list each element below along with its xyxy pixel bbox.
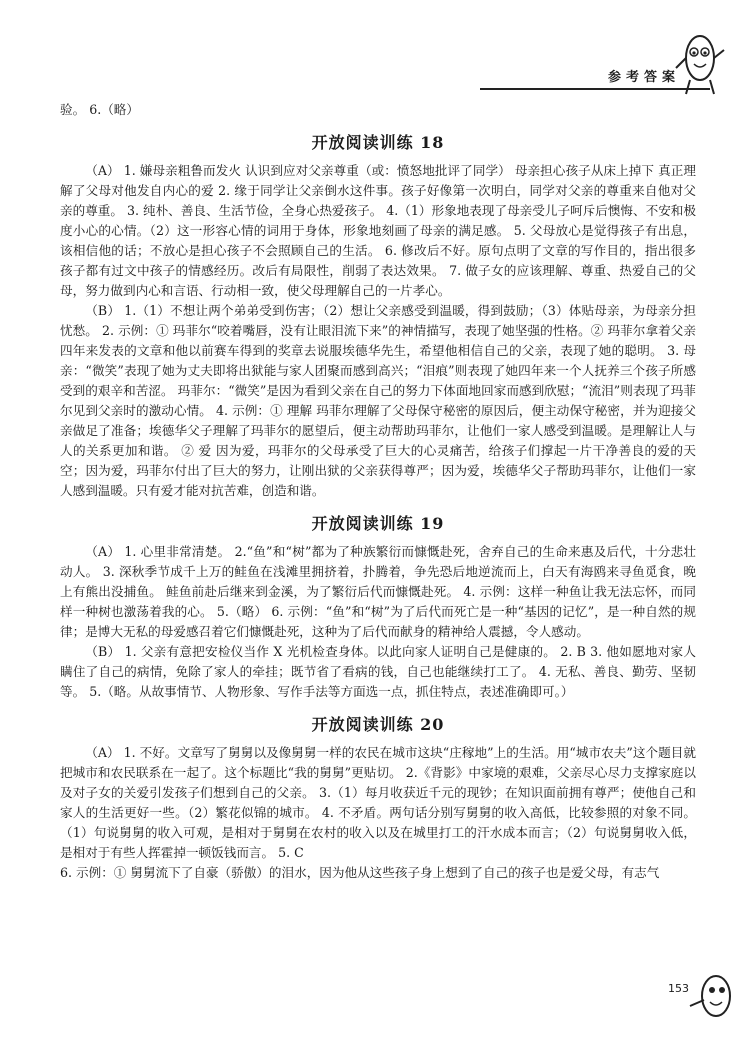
section-title: 开放阅读训练 20 xyxy=(311,715,445,734)
answer-paragraph: （B） 1. 父亲有意把安检仪当作 X 光机检查身体。以此向家人证明自己是健康的。 2. B 3. 他如愿地对家人瞒住了自己的病情，免除了家人的牵挂；既节省了看病的钱，自己也能继续打工了。 4. 无私、善良、勤劳、坚韧等。 5.（略。从故事情节、人物形象、写作手法等方面选一点，抓住特点，表述准确即可。） xyxy=(60,644,696,699)
answer-paragraph: （A） 1. 不好。文章写了舅舅以及像舅舅一样的农民在城市这块“庄稼地”上的生活。用“城市农夫”这个题目就把城市和农民联系在一起了。这个标题比“我的舅舅”更贴切。 2.《背影》中家境的艰难，父亲尽心尽力支撑家庭以及对子女的关爱引发孩子们想到自己的父亲。 3.（1）每月收获近千元的现钞；在知识面前拥有尊严；使他自己和家人的生活更好一些。（2）繁花似锦的城市。 4. 不矛盾。两句话分别写舅舅的收入高低，比较参照的对象不同。（1）句说舅舅的收入可观，是相对于舅舅在农村的收入以及在城里打工的汗水成本而言；（2）句说舅舅收入低，是相对于有些人挥霍掉一顿饭钱而言。 5. C xyxy=(60,745,696,860)
answer-paragraph: （A） 1. 嫌母亲粗鲁而发火 认识到应对父亲尊重（或：愤怒地批评了同学） 母亲担心孩子从床上掉下 真正理解了父母对他发自内心的爱 2. 缘于同学让父亲倒水这件事。孩子好像第一次明白，同学对父亲的尊重来自他对父亲的尊重。 3. 纯朴、善良、生活节俭，全身心热爱孩子。 4.（1）形象地表现了母亲受儿子呵斥后懊悔、不安和极度小心的心情。（2）这一形容心情的词用于身体，形象地刻画了母亲的满足感。 5. 父母放心是觉得孩子有出息，该相信他的话；不放心是担心孩子不会照顾自己的生活。 6. 修改后不好。原句点明了文章的写作目的，指出很多孩子都有过文中孩子的情感经历。改后有局限性，削弱了表达效果。 7. 做子女的应该理解、尊重、热爱自己的父母，努力做到内心和言语、行动相一致，使父母理解自己的一片孝心。 xyxy=(60,163,696,298)
section-title: 开放阅读训练 19 xyxy=(311,514,445,533)
answer-content xyxy=(60,100,696,883)
intro-text: 验。 6.（略） xyxy=(60,102,139,117)
answer-paragraph: （A） 1. 心里非常清楚。 2.“鱼”和“树”都为了种族繁衍而慷慨赴死，舍弃自己的生命来惠及后代，十分悲壮动人。 3. 深秋季节成千上万的鲑鱼在浅滩里拥挤着，扑腾着，争先恐后地逆流而上，白天有海鸥来寻鱼觅食，晚上有熊出没捕鱼。 鲑鱼前赴后继来到金溪，为了繁衍后代而慷慨赴死。 4. 示例：这样一种鱼让我无法忘怀，而同样一种树也激荡着我的心。 5.（略） 6. 示例：“鱼”和“树”为了后代而死亡是一种“基因的记忆”，是一种自然的规律；是博大无私的母爱感召着它们慷慨赴死，这种为了后代而献身的精神给人震撼，令人感动。 xyxy=(60,544,696,639)
answer-paragraph: 6. 示例：① 舅舅流下了自豪（骄傲）的泪水，因为他从这些孩子身上想到了自己的孩子也是爱父母，有志气 xyxy=(60,865,660,880)
page-number: 153 xyxy=(668,982,689,995)
mascot-bottom-icon xyxy=(680,960,740,1030)
section-title: 开放阅读训练 18 xyxy=(311,133,445,152)
mascot-icon xyxy=(672,28,728,98)
answer-paragraph: （B） 1.（1）不想让两个弟弟受到伤害；（2）想让父亲感受到温暖，得到鼓励；（3）体贴母亲，为母亲分担忧愁。 2. 示例：① 玛菲尔“咬着嘴唇，没有让眼泪流下来”的神情描写，表现了她坚强的性格。② 玛菲尔拿着父亲四年来发表的文章和他以前赛车得到的奖章去说服埃德华先生，希望他相信自己的父亲，表现了她的聪明。 3. 母亲：“微笑”表现了她为丈夫即将出狱能与家人团聚而感到高兴；“泪痕”则表现了她四年来一个人抚养三个孩子所感受到的艰辛和苦涩。 玛菲尔：“微笑”是因为看到父亲在自己的努力下体面地回家而感到欣慰；“流泪”则表现了玛菲尔见到父亲时的激动心情。 4. 示例：① 理解 玛菲尔理解了父母保守秘密的原因后，便主动保守秘密，并为迎接父亲做足了准备；埃德华父子理解了玛菲尔的愿望后，便主动帮助玛菲尔，让他们一家人感受到温暖。是理解让人与人的关系更加和谐。 ② 爱 因为爱，玛菲尔的父母承受了巨大的心灵痛苦，给孩子们撑起一片干净善良的爱的天空；因为爱，玛菲尔付出了巨大的努力，让刚出狱的父亲获得尊严；因为爱，埃德华父子帮助玛菲尔，让他们一家人感到温暖。只有爱才能对抗苦难，创造和谐。 xyxy=(60,303,696,498)
header-label: 参考答案 xyxy=(607,70,680,85)
